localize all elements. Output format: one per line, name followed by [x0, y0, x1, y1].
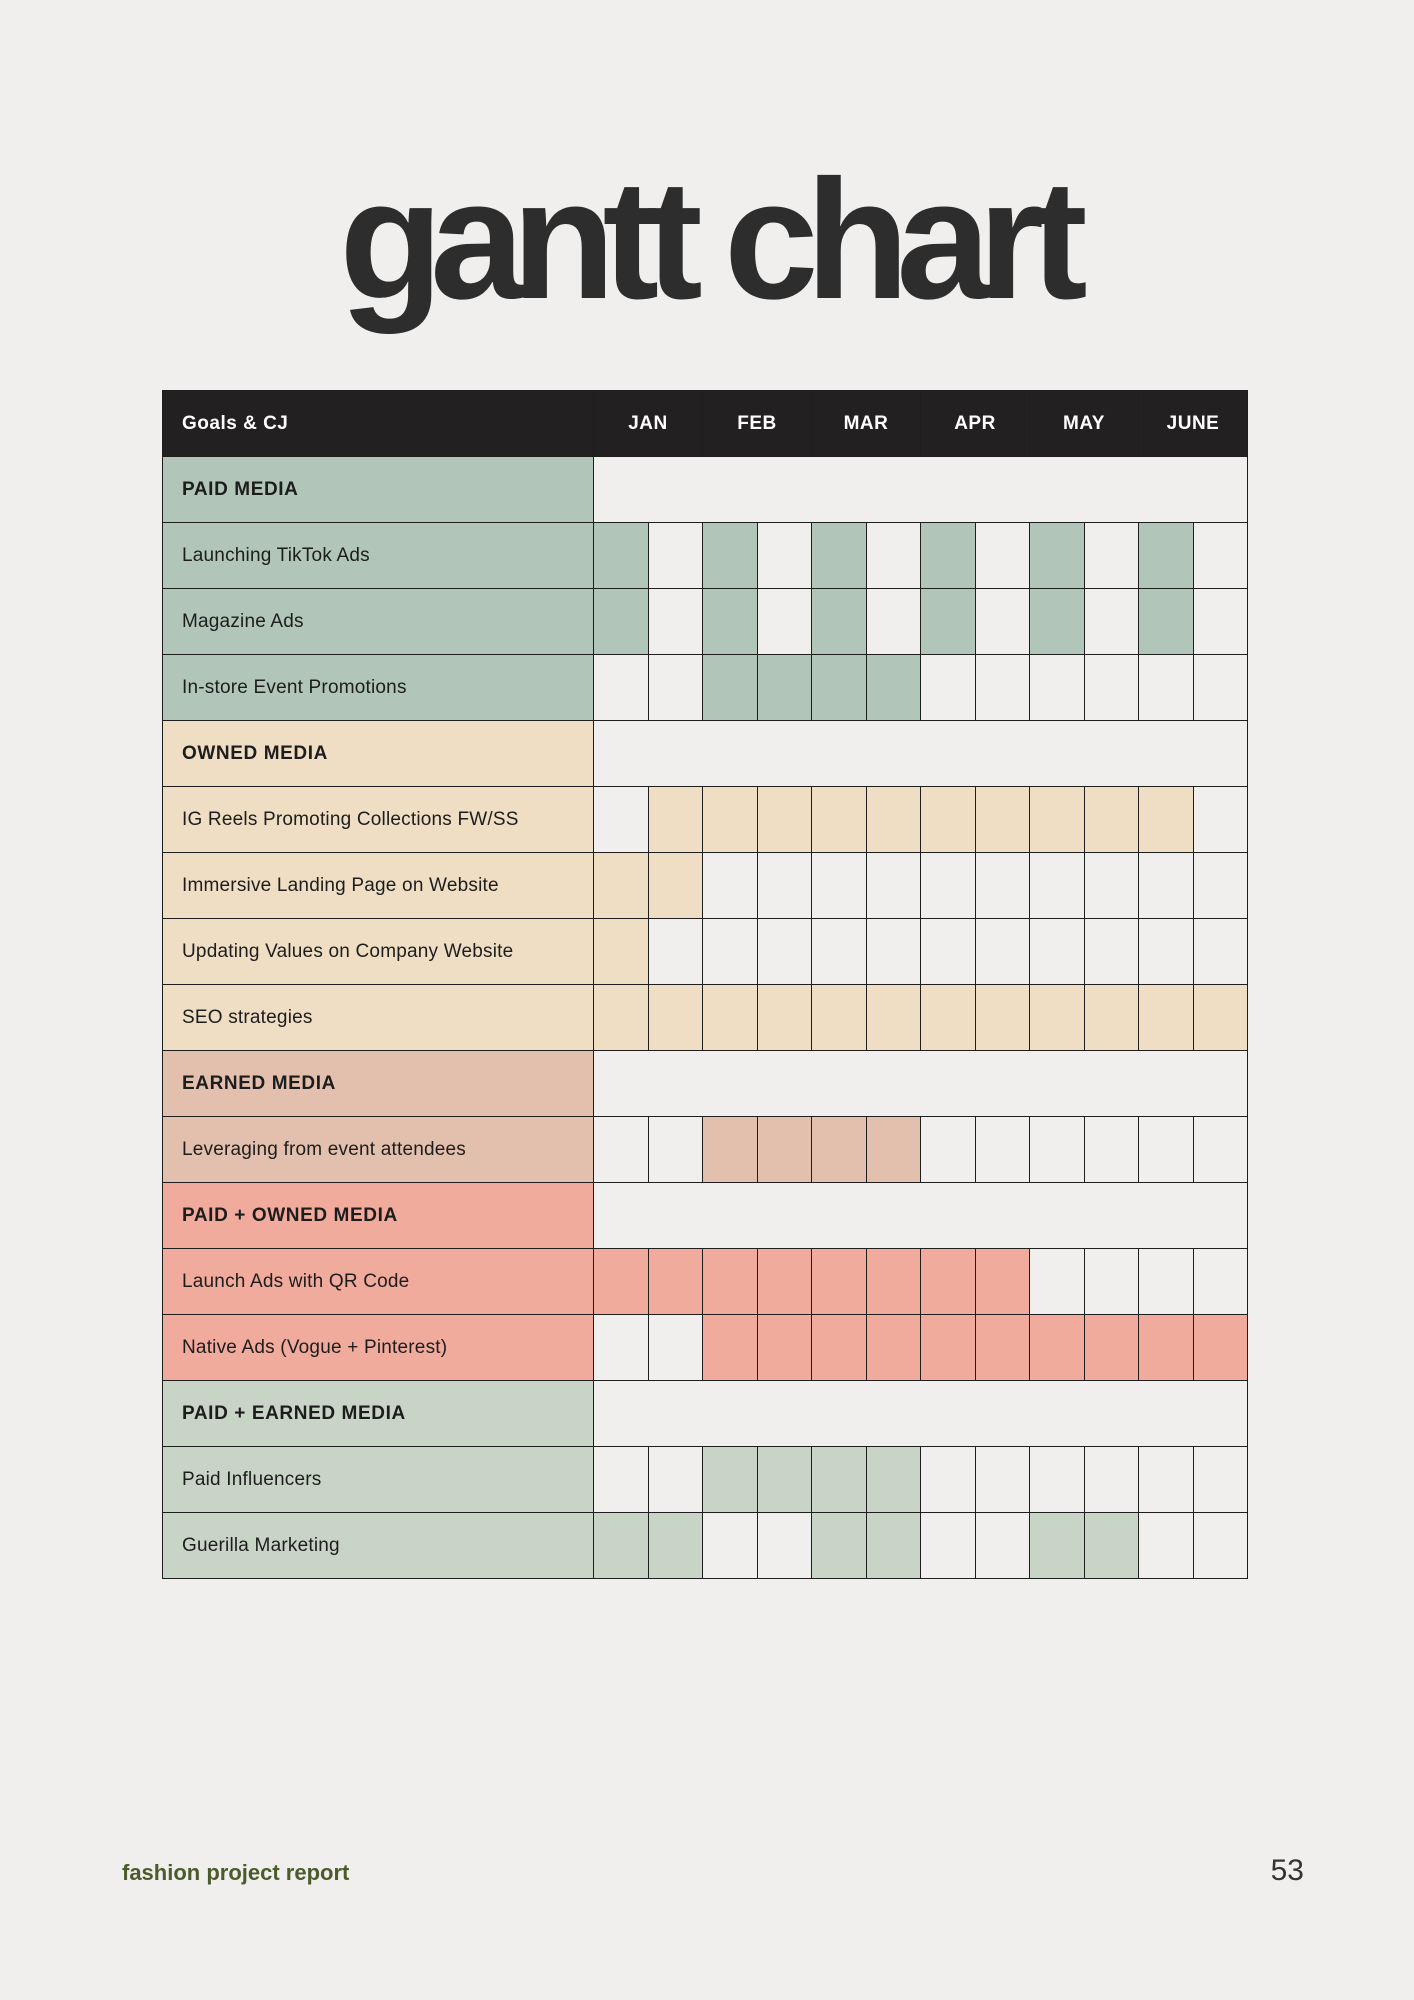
section-row	[163, 457, 1248, 523]
task-row	[163, 919, 1248, 985]
gantt-cell-active	[1139, 589, 1194, 655]
gantt-cell-active	[975, 1315, 1030, 1381]
task-label: Launch Ads with QR Code	[163, 1249, 594, 1315]
gantt-cell-active	[812, 523, 867, 589]
task-label: Launching TikTok Ads	[163, 523, 594, 589]
gantt-cell	[594, 655, 649, 721]
gantt-cell-active	[594, 919, 649, 985]
gantt-cell-active	[812, 985, 867, 1051]
gantt-cell	[594, 1315, 649, 1381]
gantt-cell-active	[1030, 523, 1085, 589]
gantt-cell-active	[1030, 985, 1085, 1051]
gantt-cell-active	[594, 985, 649, 1051]
section-label: OWNED MEDIA	[163, 721, 594, 787]
gantt-cell	[1084, 919, 1139, 985]
task-row	[163, 1249, 1248, 1315]
gantt-cell-active	[648, 985, 703, 1051]
task-label: Native Ads (Vogue + Pinterest)	[163, 1315, 594, 1381]
gantt-cell	[975, 523, 1030, 589]
task-row	[163, 985, 1248, 1051]
gantt-cell	[703, 919, 758, 985]
section-empty-span	[594, 1183, 1248, 1249]
gantt-cell	[648, 1117, 703, 1183]
gantt-cell-active	[921, 985, 976, 1051]
gantt-cell	[866, 523, 921, 589]
gantt-cell	[921, 1513, 976, 1579]
gantt-cell-active	[812, 655, 867, 721]
gantt-cell-active	[703, 1447, 758, 1513]
gantt-cell-active	[812, 1117, 867, 1183]
month-header: JUNE	[1139, 391, 1248, 457]
gantt-cell	[1139, 919, 1194, 985]
gantt-cell-active	[1030, 589, 1085, 655]
gantt-cell-active	[648, 1249, 703, 1315]
gantt-cell	[921, 919, 976, 985]
month-header: JAN	[594, 391, 703, 457]
section-label: PAID MEDIA	[163, 457, 594, 523]
gantt-cell-active	[812, 1249, 867, 1315]
gantt-cell	[921, 655, 976, 721]
gantt-cell-active	[757, 985, 812, 1051]
gantt-cell-active	[812, 1447, 867, 1513]
gantt-cell	[1030, 655, 1085, 721]
gantt-cell-active	[812, 589, 867, 655]
report-name: fashion project report	[122, 1860, 350, 1885]
gantt-cell-active	[757, 787, 812, 853]
gantt-cell-active	[1139, 523, 1194, 589]
gantt-cell-active	[703, 655, 758, 721]
gantt-cell-active	[1139, 787, 1194, 853]
gantt-cell	[648, 1447, 703, 1513]
gantt-cell	[757, 1513, 812, 1579]
gantt-cell	[757, 853, 812, 919]
gantt-cell-active	[703, 1315, 758, 1381]
gantt-cell	[921, 853, 976, 919]
gantt-cell	[648, 655, 703, 721]
gantt-cell	[1193, 1513, 1248, 1579]
gantt-cell-active	[648, 1513, 703, 1579]
gantt-cell	[866, 853, 921, 919]
gantt-cell-active	[594, 853, 649, 919]
gantt-cell-active	[1030, 1315, 1085, 1381]
gantt-cell	[1030, 1117, 1085, 1183]
gantt-cell-active	[1193, 1315, 1248, 1381]
gantt-cell	[1193, 919, 1248, 985]
gantt-cell-active	[703, 589, 758, 655]
gantt-cell-active	[703, 787, 758, 853]
gantt-cell-active	[866, 1249, 921, 1315]
gantt-cell-active	[866, 787, 921, 853]
gantt-cell-active	[703, 523, 758, 589]
gantt-cell	[975, 1513, 1030, 1579]
gantt-cell-active	[648, 787, 703, 853]
gantt-cell-active	[1084, 787, 1139, 853]
gantt-cell	[1139, 655, 1194, 721]
gantt-cell-active	[757, 1249, 812, 1315]
gantt-cell	[921, 1447, 976, 1513]
gantt-cell	[703, 1513, 758, 1579]
month-header: APR	[921, 391, 1030, 457]
task-row	[163, 523, 1248, 589]
gantt-cell-active	[866, 1117, 921, 1183]
gantt-cell	[648, 523, 703, 589]
gantt-cell	[1139, 1249, 1194, 1315]
gantt-cell-active	[757, 655, 812, 721]
gantt-cell	[1139, 853, 1194, 919]
gantt-cell	[975, 1117, 1030, 1183]
task-row	[163, 1513, 1248, 1579]
gantt-cell	[757, 919, 812, 985]
gantt-table	[162, 390, 1248, 1579]
gantt-cell	[1084, 1249, 1139, 1315]
gantt-cell-active	[975, 787, 1030, 853]
task-row	[163, 1447, 1248, 1513]
gantt-cell-active	[812, 787, 867, 853]
section-empty-span	[594, 1381, 1248, 1447]
task-row	[163, 589, 1248, 655]
gantt-cell-active	[594, 1249, 649, 1315]
gantt-cell	[1139, 1513, 1194, 1579]
gantt-cell-active	[921, 1249, 976, 1315]
gantt-cell-active	[703, 1249, 758, 1315]
gantt-cell-active	[975, 985, 1030, 1051]
section-empty-span	[594, 721, 1248, 787]
task-label: IG Reels Promoting Collections FW/SS	[163, 787, 594, 853]
gantt-cell	[1193, 1249, 1248, 1315]
task-label: Magazine Ads	[163, 589, 594, 655]
gantt-cell	[866, 919, 921, 985]
gantt-cell-active	[921, 1315, 976, 1381]
task-row	[163, 1315, 1248, 1381]
gantt-cell	[1193, 655, 1248, 721]
gantt-cell	[975, 655, 1030, 721]
month-header: FEB	[703, 391, 812, 457]
task-row	[163, 787, 1248, 853]
gantt-cell-active	[866, 985, 921, 1051]
gantt-cell-active	[1193, 985, 1248, 1051]
gantt-cell	[866, 589, 921, 655]
gantt-cell-active	[866, 1315, 921, 1381]
gantt-cell-active	[648, 853, 703, 919]
gantt-cell	[1030, 919, 1085, 985]
gantt-cell	[1084, 589, 1139, 655]
gantt-cell	[1139, 1117, 1194, 1183]
gantt-cell	[594, 1117, 649, 1183]
task-row	[163, 655, 1248, 721]
month-header: MAR	[812, 391, 921, 457]
gantt-cell-active	[866, 1513, 921, 1579]
gantt-cell	[1084, 655, 1139, 721]
gantt-cell	[1084, 1117, 1139, 1183]
gantt-cell	[1030, 1447, 1085, 1513]
gantt-cell	[1193, 853, 1248, 919]
gantt-cell	[648, 1315, 703, 1381]
gantt-cell	[1193, 1117, 1248, 1183]
gantt-cell	[703, 853, 758, 919]
task-label: Leveraging from event attendees	[163, 1117, 594, 1183]
gantt-cell	[648, 919, 703, 985]
gantt-cell-active	[1084, 1315, 1139, 1381]
month-header: MAY	[1030, 391, 1139, 457]
gantt-cell	[975, 853, 1030, 919]
section-empty-span	[594, 457, 1248, 523]
section-label: PAID + OWNED MEDIA	[163, 1183, 594, 1249]
section-label: EARNED MEDIA	[163, 1051, 594, 1117]
gantt-cell	[594, 1447, 649, 1513]
section-row	[163, 721, 1248, 787]
gantt-cell	[1084, 523, 1139, 589]
task-label: Guerilla Marketing	[163, 1513, 594, 1579]
gantt-cell	[1139, 1447, 1194, 1513]
gantt-cell	[757, 523, 812, 589]
section-row	[163, 1051, 1248, 1117]
section-label: PAID + EARNED MEDIA	[163, 1381, 594, 1447]
gantt-cell	[812, 919, 867, 985]
task-row	[163, 1117, 1248, 1183]
gantt-cell-active	[757, 1315, 812, 1381]
gantt-header-row	[163, 391, 1248, 457]
gantt-cell-active	[757, 1447, 812, 1513]
gantt-cell-active	[812, 1315, 867, 1381]
gantt-cell-active	[594, 1513, 649, 1579]
gantt-cell-active	[594, 523, 649, 589]
gantt-cell-active	[703, 1117, 758, 1183]
gantt-cell	[594, 787, 649, 853]
gantt-cell-active	[921, 589, 976, 655]
section-row	[163, 1381, 1248, 1447]
gantt-cell	[1030, 853, 1085, 919]
gantt-cell	[975, 589, 1030, 655]
gantt-cell-active	[921, 787, 976, 853]
gantt-cell-active	[975, 1249, 1030, 1315]
gantt-cell-active	[1139, 985, 1194, 1051]
gantt-cell	[1030, 1249, 1085, 1315]
gantt-cell	[1084, 1447, 1139, 1513]
gantt-cell-active	[1030, 1513, 1085, 1579]
gantt-cell	[812, 853, 867, 919]
gantt-cell	[1084, 853, 1139, 919]
task-label: SEO strategies	[163, 985, 594, 1051]
gantt-cell	[648, 589, 703, 655]
task-row	[163, 853, 1248, 919]
gantt-cell-active	[866, 655, 921, 721]
gantt-cell-active	[1139, 1315, 1194, 1381]
gantt-cell	[1193, 523, 1248, 589]
section-row	[163, 1183, 1248, 1249]
gantt-cell-active	[866, 1447, 921, 1513]
gantt-cell	[975, 919, 1030, 985]
page-number: 53	[1270, 1854, 1304, 1887]
gantt-cell-active	[1084, 985, 1139, 1051]
gantt-cell-active	[594, 589, 649, 655]
gantt-cell	[1193, 1447, 1248, 1513]
goals-column-header: Goals & CJ	[163, 391, 594, 457]
gantt-cell-active	[1084, 1513, 1139, 1579]
gantt-cell-active	[1030, 787, 1085, 853]
gantt-cell	[757, 589, 812, 655]
gantt-cell	[1193, 787, 1248, 853]
task-label: Updating Values on Company Website	[163, 919, 594, 985]
task-label: Paid Influencers	[163, 1447, 594, 1513]
gantt-cell	[975, 1447, 1030, 1513]
section-empty-span	[594, 1051, 1248, 1117]
gantt-cell-active	[921, 523, 976, 589]
task-label: Immersive Landing Page on Website	[163, 853, 594, 919]
page-title: gantt chart	[339, 145, 1075, 335]
gantt-cell-active	[703, 985, 758, 1051]
gantt-cell-active	[812, 1513, 867, 1579]
gantt-cell-active	[757, 1117, 812, 1183]
task-label: In-store Event Promotions	[163, 655, 594, 721]
gantt-cell	[1193, 589, 1248, 655]
gantt-cell	[921, 1117, 976, 1183]
